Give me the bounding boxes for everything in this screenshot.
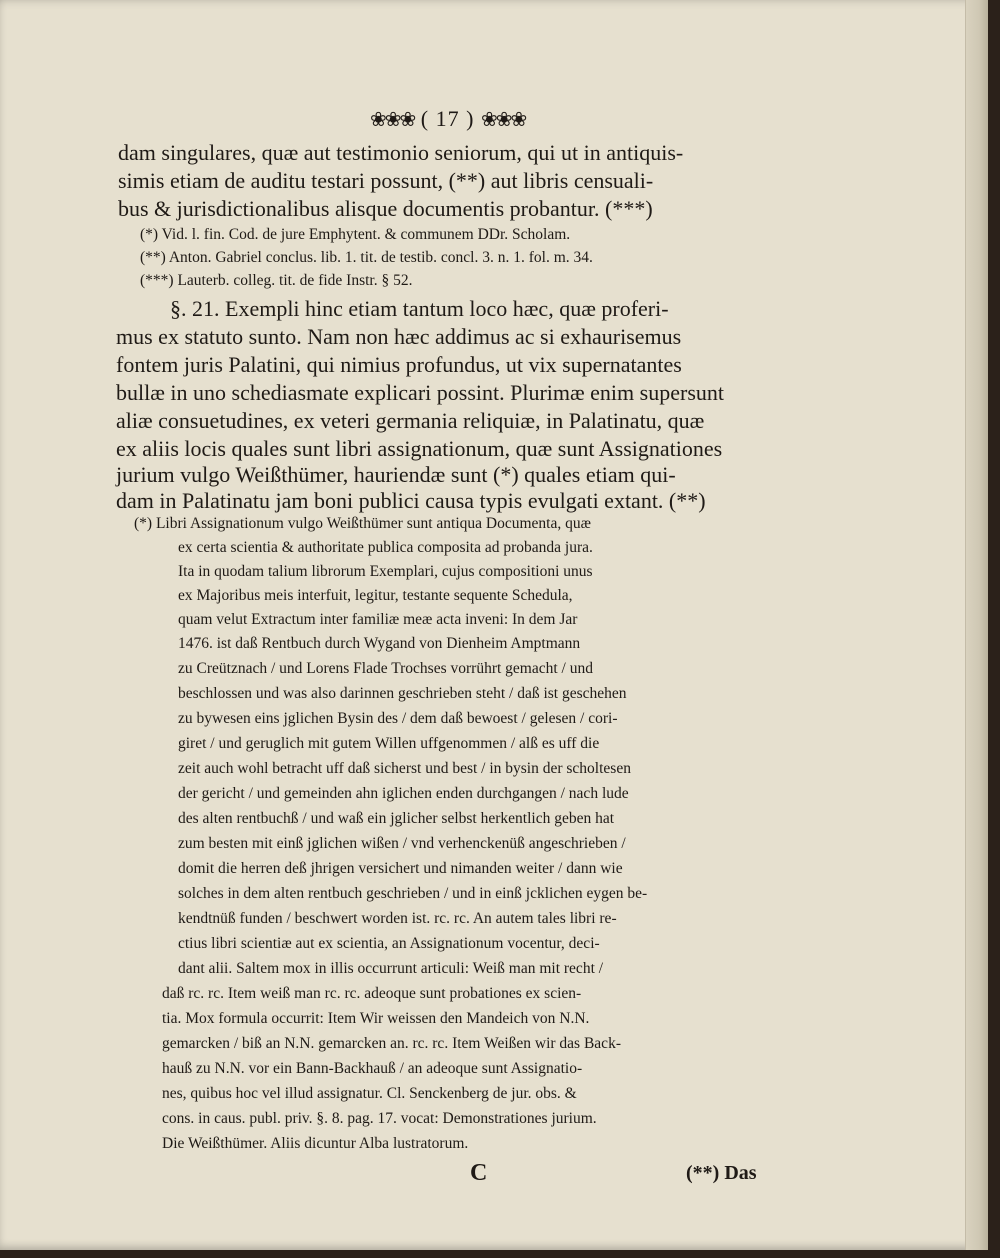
- page-number: ( 17 ): [420, 106, 475, 131]
- footnote-line: zu bywesen eins jglichen Bysin des / dem daß bewoest / gelesen / cori-: [178, 710, 618, 727]
- footnote-line: (***) Lauterb. colleg. tit. de fide Instr. § 52.: [140, 272, 413, 289]
- page-header: [370, 106, 525, 132]
- footnote-line: dant alii. Saltem mox in illis occurrunt articuli: Weiß man mit recht /: [178, 960, 604, 977]
- footnote-line: ex Majoribus meis interfuit, legitur, testante sequente Schedula,: [178, 587, 573, 604]
- text-line: bullæ in uno schediasmate explicari possint. Plurimæ enim supersunt: [116, 380, 724, 405]
- signature-mark: C: [470, 1160, 488, 1186]
- footnote-line: gemarcken / biß an N.N. gemarcken an. rc. rc. Item Weißen wir das Back-: [162, 1035, 621, 1052]
- footnote-line: tia. Mox formula occurrit: Item Wir weissen den Mandeich von N.N.: [162, 1010, 590, 1027]
- footnote-line: 1476. ist daß Rentbuch durch Wygand von Dienheim Amptmann: [178, 635, 581, 652]
- footnote-line: Ita in quodam talium librorum Exemplari, cujus compositioni unus: [178, 563, 593, 580]
- footnote-line: Die Weißthümer. Aliis dicuntur Alba lustratorum.: [162, 1135, 469, 1152]
- text-line: ex aliis locis quales sunt libri assignationum, quæ sunt Assignationes: [116, 436, 723, 461]
- footnote-line: zu Creütznach / und Lorens Flade Trochses vorrührt gemacht / und: [178, 660, 593, 677]
- footnote-line: der gericht / und gemeinden ahn iglichen enden durchgangen / nach lude: [178, 785, 629, 802]
- footnote-line: beschlossen und was also darinnen geschrieben steht / daß ist geschehen: [178, 685, 627, 702]
- catchword: (**) Das: [686, 1162, 757, 1184]
- footnote-line: (*) Libri Assignationum vulgo Weißthümer sunt antiqua Documenta, quæ: [134, 515, 591, 532]
- text-line: fontem juris Palatini, qui nimius profundus, ut vix supernatantes: [116, 352, 682, 377]
- text-line: dam in Palatinatu jam boni publici causa typis evulgati extant. (**): [116, 488, 706, 513]
- footnote-line: (*) Vid. l. fin. Cod. de jure Emphytent. & communem DDr. Scholam.: [140, 226, 571, 243]
- text-line: dam singulares, quæ aut testimonio seniorum, qui ut in antiquis-: [118, 140, 684, 165]
- footnote-line: giret / und geruglich mit gutem Willen uffgenommen / alß es uff die: [178, 735, 600, 752]
- footnote-line: solches in dem alten rentbuch geschrieben / und in einß jcklichen eygen be-: [178, 885, 648, 902]
- footnote-line: kendtnüß funden / beschwert worden ist. rc. rc. An autem tales libri re-: [178, 910, 617, 927]
- text-line: mus ex statuto sunto. Nam non hæc addimus ac si exhaurisemus: [116, 324, 682, 349]
- text-line: aliæ consuetudines, ex veteri germania reliquiæ, in Palatinatu, quæ: [116, 408, 705, 433]
- text-line: §. 21. Exempli hinc etiam tantum loco hæc, quæ proferi-: [170, 296, 669, 321]
- footnote-line: (**) Anton. Gabriel conclus. lib. 1. tit. de testib. concl. 3. n. 1. fol. m. 34.: [140, 249, 593, 266]
- footnote-line: cons. in caus. publ. priv. §. 8. pag. 17. vocat: Demonstrationes jurium.: [162, 1110, 597, 1127]
- text-line: jurium vulgo Weißthümer, hauriendæ sunt (*) quales etiam qui-: [116, 462, 676, 487]
- footnote-line: daß rc. rc. Item weiß man rc. rc. adeoque sunt probationes ex scien-: [162, 985, 582, 1002]
- footnote-line: ctius libri scientiæ aut ex scientia, an Assignationum vocentur, deci-: [178, 935, 600, 952]
- footnote-line: quam velut Extractum inter familiæ meæ acta inveni: In dem Jar: [178, 611, 578, 628]
- text-line: bus & jurisdictionalibus alisque documentis probantur. (***): [118, 196, 653, 221]
- footnote-line: nes, quibus hoc vel illud assignatur. Cl. Senckenberg de jur. obs. &: [162, 1085, 577, 1102]
- footnote-line: zum besten mit einß jglichen wißen / vnd verhenckenüß angeschrieben /: [178, 835, 626, 852]
- ornament-right-icon: ❀❀❀: [480, 109, 526, 131]
- footnote-line: zeit auch wohl betracht uff daß sicherst und best / in bysin der scholtesen: [178, 760, 631, 777]
- ornament-left-icon: ❀❀❀: [370, 109, 415, 131]
- footnote-line: ex certa scientia & authoritate publica composita ad probanda jura.: [178, 539, 593, 556]
- footnote-line: des alten rentbuchß / und waß ein jglicher selbst herkentlich geben hat: [178, 810, 615, 827]
- page-gutter: [965, 0, 988, 1250]
- footnote-line: domit die herren deß jhrigen versichert und nimanden weiter / dann wie: [178, 860, 623, 877]
- text-line: simis etiam de auditu testari possunt, (**) aut libris censuali-: [118, 168, 654, 193]
- footnote-line: hauß zu N.N. vor ein Bann-Backhauß / an adeoque sunt Assignatio-: [162, 1060, 583, 1077]
